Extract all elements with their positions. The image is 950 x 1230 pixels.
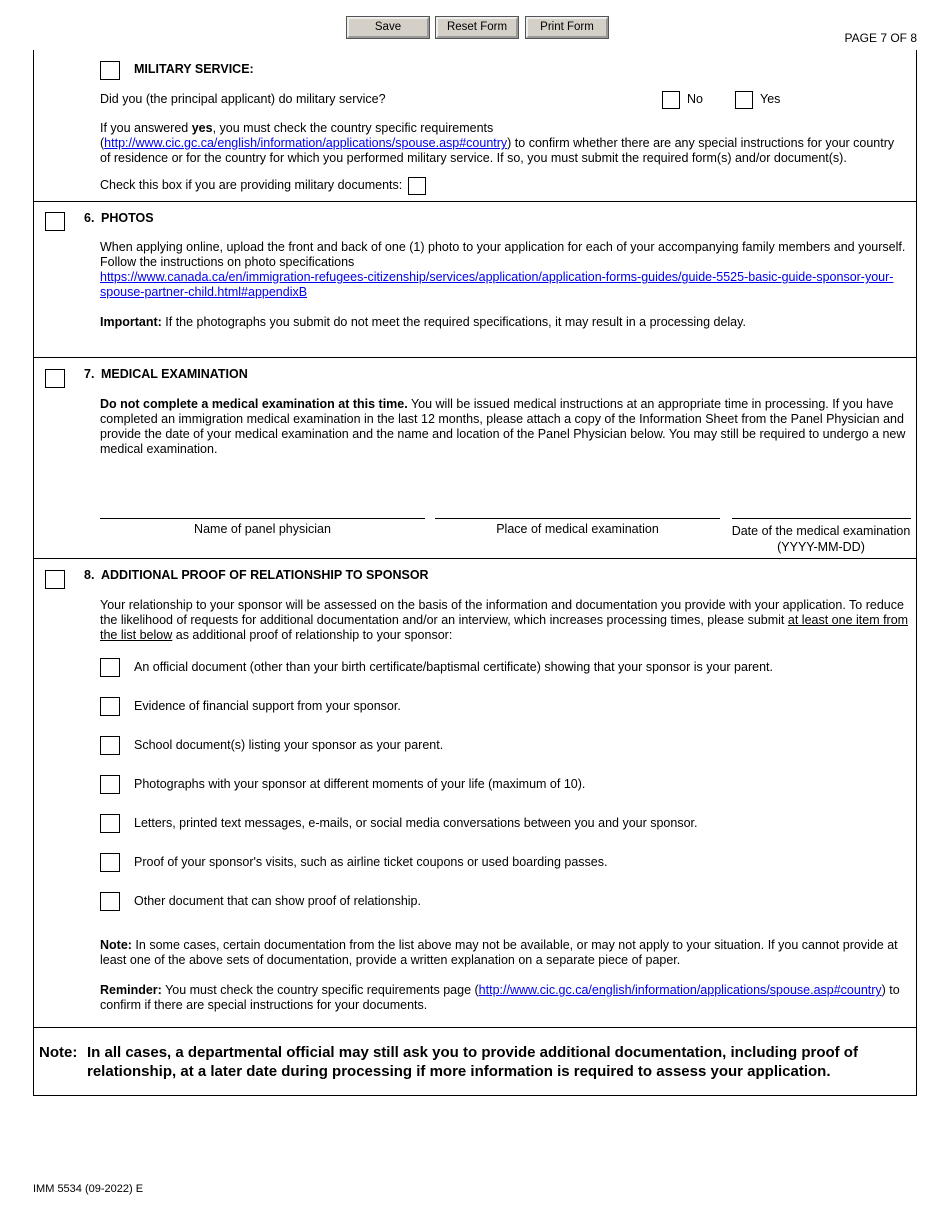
proof-item-label: Evidence of financial support from your sponsor. — [134, 699, 401, 713]
military-yes-checkbox[interactable] — [735, 91, 753, 109]
medical-number: 7. — [84, 367, 95, 381]
proof-item-label: An official document (other than your birth certificate/baptismal certificate) showing that your sponsor is your parent. — [134, 660, 773, 674]
proof-item-checkbox[interactable] — [100, 736, 120, 755]
proof-instructions: Your relationship to your sponsor will be assessed on the basis of the information and documentation you provide with your application. To reduce the likelihood of requests for additional documentation and/or an interview, which increases processing times, please submit at least one item from the list below as additional proof of relationship to your sponsor: — [100, 598, 909, 642]
proof-checkbox[interactable] — [45, 570, 65, 589]
military-instructions: If you answered yes, you must check the country specific requirements (http://www.cic.gc.ca/english/information/applications/spouse.asp#country) to confirm whether there are any special instructions for your country of residence or for the country for which you performed military service. If so, you must submit the required form(s) and/or document(s). — [100, 121, 895, 165]
medical-checkbox[interactable] — [45, 369, 65, 388]
military-service-checkbox[interactable] — [100, 61, 120, 80]
proof-item-label: Letters, printed text messages, e-mails, or social media conversations between you and your sponsor. — [134, 816, 698, 830]
military-documents-label: Check this box if you are providing military documents: — [100, 178, 403, 192]
exam-date-label: Date of the medical examination (YYYY-MM-DD) — [731, 524, 911, 554]
divider — [33, 201, 917, 202]
proof-item-label: Photographs with your sponsor at different moments of your life (maximum of 10). — [134, 777, 586, 791]
proof-item-checkbox[interactable] — [100, 814, 120, 833]
form-code: IMM 5534 (09-2022) E — [33, 1183, 144, 1195]
final-note-text: In all cases, a departmental official may still ask you to provide additional documentation, including proof of relationship, at a later date during processing if more information is required to assess your application. — [87, 1044, 858, 1080]
country-requirements-link[interactable]: http://www.cic.gc.ca/english/information/applications/spouse.asp#country — [478, 983, 882, 997]
photos-checkbox[interactable] — [45, 212, 65, 231]
proof-title: ADDITIONAL PROOF OF RELATIONSHIP TO SPONSOR — [101, 568, 429, 582]
country-requirements-link[interactable]: http://www.cic.gc.ca/english/information/applications/spouse.asp#country — [104, 136, 508, 150]
divider — [33, 357, 917, 358]
save-button[interactable]: Save — [347, 17, 429, 38]
divider — [33, 558, 917, 559]
proof-reminder: Reminder: You must check the country specific requirements page (http://www.cic.gc.ca/english/information/applications/spouse.asp#country) to confirm if there are special instructions for your documents. — [100, 983, 900, 1012]
military-yes-label: Yes — [760, 92, 781, 106]
photos-title: PHOTOS — [101, 211, 154, 225]
physician-name-label: Name of panel physician — [194, 522, 331, 536]
divider — [33, 1027, 917, 1028]
proof-item-label: Other document that can show proof of relationship. — [134, 894, 421, 908]
medical-title: MEDICAL EXAMINATION — [101, 367, 248, 381]
exam-place-label: Place of medical examination — [496, 522, 659, 536]
proof-item-label: Proof of your sponsor's visits, such as airline ticket coupons or used boarding passes. — [134, 855, 608, 869]
military-no-label: No — [687, 92, 703, 106]
proof-item-checkbox[interactable] — [100, 775, 120, 794]
exam-place-field[interactable] — [435, 518, 720, 519]
page-number: PAGE 7 OF 8 — [844, 31, 917, 45]
print-form-button[interactable]: Print Form — [526, 17, 608, 38]
physician-name-field[interactable] — [100, 518, 425, 519]
proof-note: Note: In some cases, certain documentation from the list above may not be available, or may not apply to your situation. If you cannot provide at least one of the above sets of documentation, provide a written explanation on a separate piece of paper. — [100, 938, 898, 967]
proof-item-label: School document(s) listing your sponsor as your parent. — [134, 738, 444, 752]
military-documents-checkbox[interactable] — [408, 177, 426, 195]
military-question: Did you (the principal applicant) do military service? — [100, 92, 386, 106]
photos-number: 6. — [84, 211, 95, 225]
exam-date-field[interactable] — [732, 518, 911, 519]
military-no-checkbox[interactable] — [662, 91, 680, 109]
reset-form-button[interactable]: Reset Form — [436, 17, 518, 38]
photos-instructions: When applying online, upload the front and back of one (1) photo to your application for each of your accompanying family members and yourself. Follow the instructions on photo specifications https://www.canada.ca/en/immigration-refugees-citizenship/services/application/application-forms-guides/guide-5525-basic-guide-sponsor-your-spouse-partner-child.html#appendixB — [100, 240, 906, 299]
proof-item-checkbox[interactable] — [100, 658, 120, 677]
military-service-title: MILITARY SERVICE: — [134, 62, 254, 76]
medical-instructions: Do not complete a medical examination at this time. You will be issued medical instructions at an appropriate time in processing. If you have completed an immigration medical examination in the last 12 months, please attach a copy of the Information Sheet from the Panel Physician and provide the date of your medical examination and the name and location of the Panel Physician below. You may still be required to undergo a new medical examination. — [100, 397, 906, 456]
photos-important: Important: If the photographs you submit do not meet the required specifications, it may result in a processing delay. — [100, 315, 746, 329]
photo-specifications-link[interactable]: https://www.canada.ca/en/immigration-refugees-citizenship/services/application/application-forms-guides/guide-5525-basic-guide-sponsor-your-spouse-partner-child.html#appendixB — [100, 270, 894, 299]
proof-item-checkbox[interactable] — [100, 697, 120, 716]
proof-number: 8. — [84, 568, 95, 582]
final-note-label: Note: — [39, 1044, 78, 1061]
proof-item-checkbox[interactable] — [100, 853, 120, 872]
proof-item-checkbox[interactable] — [100, 892, 120, 911]
